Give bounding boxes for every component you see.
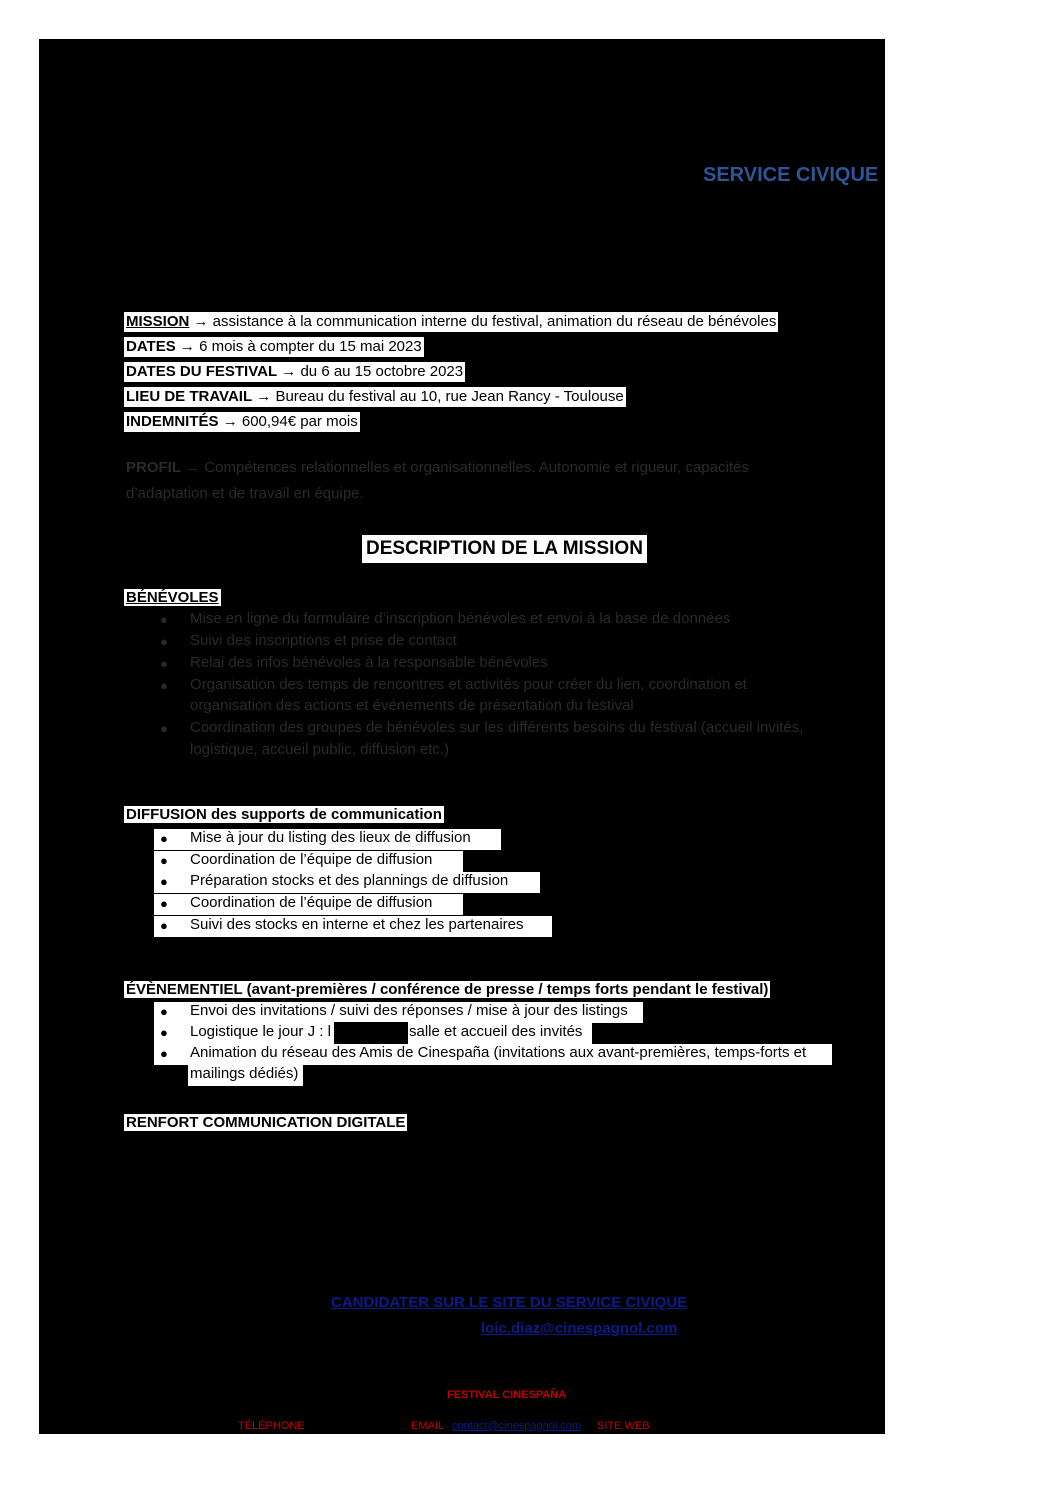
- bullet-icon: ●: [160, 853, 168, 868]
- arrow-icon: →: [256, 388, 272, 405]
- mission-label: MISSION: [126, 313, 190, 330]
- festival-dates-line: [124, 362, 465, 382]
- bullet-icon: ●: [160, 1004, 168, 1019]
- profile-line-1: [126, 459, 749, 476]
- list-item-text: Envoi des invitations / suivi des réponses / mise à jour des listings: [190, 1002, 628, 1019]
- bullet-icon: ●: [160, 612, 168, 627]
- bullet-icon: ●: [160, 634, 168, 649]
- bullet-icon: ●: [160, 721, 168, 736]
- festival-dates-label: DATES DU FESTIVAL: [126, 363, 278, 380]
- bullet-icon: ●: [160, 678, 168, 693]
- footer-web-label[interactable]: SITE WEB: [597, 1420, 650, 1432]
- mission-section-title: DESCRIPTION DE LA MISSION: [362, 535, 647, 563]
- bullet-icon: ●: [160, 1025, 168, 1040]
- mission-line: [124, 312, 778, 332]
- list-item-text: Suivi des stocks en interne et chez les partenaires: [190, 916, 524, 933]
- footer-email-link[interactable]: contact@cinespagnol.com: [452, 1420, 582, 1432]
- diffusion-title: DIFFUSION des supports de communication: [126, 806, 442, 823]
- list-item-continued: organisation des actions et événements de présentation du festival: [190, 697, 634, 714]
- allowance-line: [124, 412, 360, 432]
- arrow-icon: →: [193, 313, 209, 330]
- workplace-line: [124, 387, 626, 407]
- list-item-continued: logistique, accueil public, diffusion etc.): [190, 741, 450, 758]
- apply-link[interactable]: CANDIDATER SUR LE SITE DU SERVICE CIVIQUE: [331, 1294, 688, 1311]
- list-item: Suivi des inscriptions et prise de contact: [190, 632, 457, 649]
- list-item: Mise en ligne du formulaire d’inscription bénévoles et envoi à la base de données: [190, 610, 731, 627]
- list-item: Coordination des groupes de bénévoles sur les différents besoins du festival (accueil invités,: [190, 719, 804, 736]
- footer-email-label: EMAIL: [411, 1420, 445, 1432]
- digital-title: RENFORT COMMUNICATION DIGITALE: [126, 1114, 406, 1131]
- workplace-value: Bureau du festival au 10, rue Jean Rancy - Toulouse: [271, 388, 624, 405]
- list-item-text: Préparation stocks et des plannings de diffusion: [190, 872, 509, 889]
- arrow-icon: →: [179, 338, 195, 355]
- profile-text-1: Compétences relationnelles et organisationnelles. Autonomie et rigueur, capacités: [200, 459, 749, 476]
- festival-dates-value: du 6 au 15 octobre 2023: [296, 363, 464, 380]
- bullet-icon: ●: [160, 1046, 168, 1061]
- benevoles-title: BÉNÉVOLES: [126, 589, 219, 606]
- redaction-block: [334, 1022, 408, 1044]
- document-page: [39, 39, 885, 1434]
- bullet-icon: ●: [160, 918, 168, 933]
- bullet-icon: ●: [160, 896, 168, 911]
- dates-line: [124, 337, 424, 357]
- bullet-icon: ●: [160, 656, 168, 671]
- arrow-icon: →: [222, 413, 238, 430]
- dates-value: 6 mois à compter du 15 mai 2023: [194, 338, 422, 355]
- list-item: Relai des infos bénévoles à la responsable bénévoles: [190, 654, 548, 671]
- profile-line-2: d’adaptation et de travail en équipe.: [126, 485, 364, 502]
- workplace-label: LIEU DE TRAVAIL: [126, 388, 253, 405]
- list-item-text: Coordination de l’équipe de diffusion: [190, 894, 433, 911]
- dates-label: DATES: [126, 338, 176, 355]
- list-item-text: Logistique le jour J : l: [190, 1023, 331, 1040]
- bullet-icon: ●: [160, 874, 168, 889]
- list-item-text-cont: salle et accueil des invités: [409, 1023, 583, 1040]
- footer-org: FESTIVAL CINESPAÑA: [447, 1389, 567, 1401]
- allowance-label: INDEMNITÉS: [126, 413, 219, 430]
- arrow-icon: →: [185, 459, 201, 476]
- mission-value: assistance à la communication interne du festival, animation du réseau de bénévoles: [208, 313, 777, 330]
- profile-label: PROFIL: [126, 459, 181, 476]
- bullet-icon: ●: [160, 831, 168, 846]
- allowance-value: 600,94€ par mois: [237, 413, 358, 430]
- list-item-continued: mailings dédiés): [190, 1065, 299, 1082]
- contact-email-link[interactable]: loic.diaz@cinespagnol.com: [481, 1320, 678, 1337]
- evenementiel-title: ÉVÈNEMENTIEL (avant-premières / conférence de presse / temps forts pendant le festival): [126, 981, 769, 998]
- list-item-text: Mise à jour du listing des lieux de diffusion: [190, 829, 471, 846]
- arrow-icon: →: [281, 363, 297, 380]
- footer-phone-label: TÉLÉPHONE: [238, 1420, 305, 1432]
- service-civique-title: SERVICE CIVIQUE: [703, 164, 879, 186]
- list-item-text: Coordination de l’équipe de diffusion: [190, 851, 433, 868]
- list-item: Organisation des temps de rencontres et activités pour créer du lien, coordination et: [190, 676, 747, 693]
- list-item-text: Animation du réseau des Amis de Cinespaña (invitations aux avant-premières, temps-forts et: [190, 1044, 807, 1061]
